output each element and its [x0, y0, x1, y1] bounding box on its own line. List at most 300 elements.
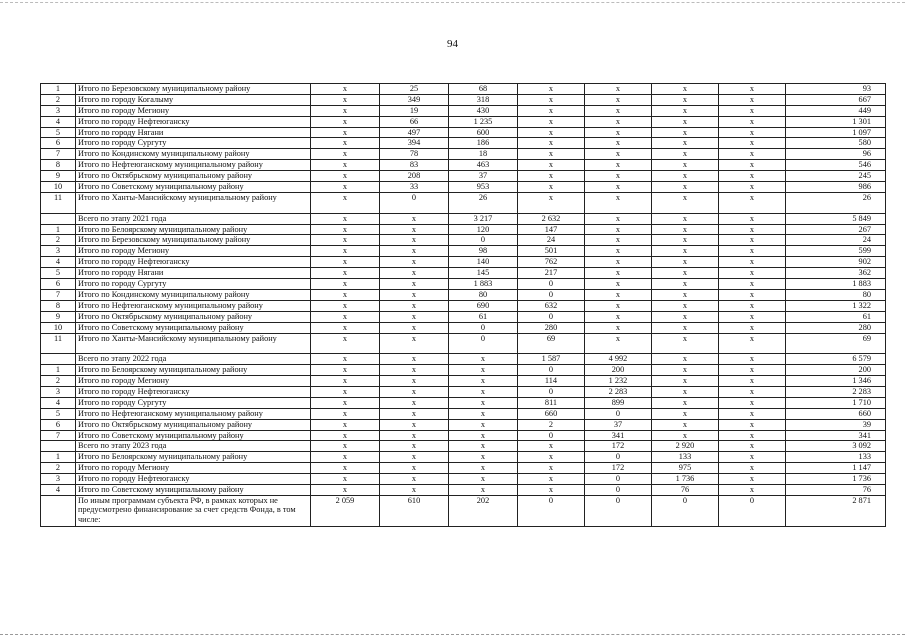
value-cell: x	[719, 149, 786, 160]
value-cell: 69	[518, 333, 585, 354]
value-cell: x	[380, 300, 449, 311]
value-cell: 2	[518, 419, 585, 430]
value-cell: 145	[449, 268, 518, 279]
value-cell: 430	[449, 105, 518, 116]
row-name-cell: Итого по Белоярскому муниципальному району	[76, 365, 311, 376]
value-cell: 114	[518, 376, 585, 387]
value-cell: 26	[449, 192, 518, 213]
value-cell: 341	[585, 430, 652, 441]
value-cell: x	[449, 397, 518, 408]
value-cell: x	[719, 441, 786, 452]
row-total-cell: 26	[786, 192, 886, 213]
value-cell: x	[380, 268, 449, 279]
value-cell: x	[585, 246, 652, 257]
value-cell: 0	[518, 430, 585, 441]
value-cell: x	[311, 441, 380, 452]
value-cell: x	[652, 376, 719, 387]
value-cell: 0	[585, 408, 652, 419]
table-row	[41, 300, 886, 311]
table-row	[41, 182, 886, 193]
value-cell: x	[652, 279, 719, 290]
value-cell: x	[311, 419, 380, 430]
value-cell: 19	[380, 105, 449, 116]
row-name-cell: Итого по городу Нефтеюганску	[76, 386, 311, 397]
row-number-cell: 8	[41, 160, 76, 171]
value-cell: x	[652, 257, 719, 268]
value-cell: x	[380, 235, 449, 246]
value-cell: 200	[585, 365, 652, 376]
table-row	[41, 419, 886, 430]
value-cell: x	[585, 224, 652, 235]
value-cell: x	[311, 397, 380, 408]
value-cell: 0	[719, 495, 786, 526]
value-cell: x	[311, 365, 380, 376]
value-cell: x	[652, 224, 719, 235]
row-total-cell: 69	[786, 333, 886, 354]
value-cell: 600	[449, 127, 518, 138]
value-cell: x	[719, 127, 786, 138]
value-cell: x	[380, 463, 449, 474]
value-cell: 1 736	[652, 474, 719, 485]
value-cell: x	[380, 289, 449, 300]
value-cell: 2 283	[585, 386, 652, 397]
row-name-cell: Итого по Ханты-Мансийскому муниципальному району	[76, 192, 311, 213]
row-number-cell: 9	[41, 311, 76, 322]
row-name-cell: Итого по Нефтеюганскому муниципальному району	[76, 408, 311, 419]
value-cell: 140	[449, 257, 518, 268]
row-name-cell: Итого по городу Мегиону	[76, 463, 311, 474]
value-cell: x	[652, 213, 719, 224]
row-number-cell: 5	[41, 408, 76, 419]
value-cell: x	[652, 322, 719, 333]
row-total-cell: 1 097	[786, 127, 886, 138]
value-cell: x	[311, 116, 380, 127]
value-cell: x	[585, 333, 652, 354]
value-cell: x	[652, 246, 719, 257]
value-cell: 0	[585, 474, 652, 485]
row-number-cell: 3	[41, 246, 76, 257]
value-cell: 1 232	[585, 376, 652, 387]
value-cell: x	[449, 365, 518, 376]
row-name-cell: Итого по городу Нягани	[76, 268, 311, 279]
row-total-cell: 2 871	[786, 495, 886, 526]
value-cell: x	[311, 94, 380, 105]
value-cell: x	[518, 452, 585, 463]
value-cell: x	[449, 474, 518, 485]
value-cell: 899	[585, 397, 652, 408]
row-number-cell: 11	[41, 333, 76, 354]
value-cell: x	[585, 311, 652, 322]
value-cell: 975	[652, 463, 719, 474]
value-cell: 0	[518, 311, 585, 322]
value-cell: 202	[449, 495, 518, 526]
row-total-cell: 362	[786, 268, 886, 279]
value-cell: 1 235	[449, 116, 518, 127]
value-cell: x	[449, 452, 518, 463]
value-cell: x	[719, 246, 786, 257]
value-cell: x	[719, 376, 786, 387]
value-cell: x	[518, 171, 585, 182]
row-total-cell: 1 301	[786, 116, 886, 127]
value-cell: x	[652, 235, 719, 246]
value-cell: x	[585, 94, 652, 105]
row-total-cell: 24	[786, 235, 886, 246]
value-cell: 24	[518, 235, 585, 246]
value-cell: x	[311, 84, 380, 95]
value-cell: x	[652, 171, 719, 182]
table-row	[41, 138, 886, 149]
row-number-cell: 6	[41, 279, 76, 290]
value-cell: x	[518, 182, 585, 193]
table-row	[41, 213, 886, 224]
value-cell: x	[652, 149, 719, 160]
row-total-cell: 3 092	[786, 441, 886, 452]
table-row	[41, 452, 886, 463]
value-cell: x	[311, 224, 380, 235]
value-cell: x	[585, 279, 652, 290]
value-cell: 172	[585, 441, 652, 452]
table-row	[41, 474, 886, 485]
value-cell: x	[585, 84, 652, 95]
row-name-cell: Итого по Кондинскому муниципальному району	[76, 289, 311, 300]
value-cell: x	[652, 397, 719, 408]
row-number-cell	[41, 441, 76, 452]
value-cell: 0	[449, 322, 518, 333]
value-cell: x	[311, 279, 380, 290]
value-cell: x	[311, 322, 380, 333]
value-cell: x	[719, 430, 786, 441]
value-cell: 3 217	[449, 213, 518, 224]
value-cell: x	[585, 105, 652, 116]
row-total-cell: 280	[786, 322, 886, 333]
row-total-cell: 580	[786, 138, 886, 149]
row-number-cell: 4	[41, 397, 76, 408]
value-cell: x	[518, 105, 585, 116]
value-cell: x	[449, 463, 518, 474]
row-number-cell: 1	[41, 452, 76, 463]
value-cell: x	[311, 149, 380, 160]
row-number-cell: 10	[41, 322, 76, 333]
value-cell: x	[719, 235, 786, 246]
row-number-cell: 2	[41, 376, 76, 387]
value-cell: x	[719, 224, 786, 235]
value-cell: x	[719, 160, 786, 171]
row-name-cell: Итого по Кондинскому муниципальному району	[76, 149, 311, 160]
value-cell: x	[518, 116, 585, 127]
value-cell: 2 059	[311, 495, 380, 526]
row-total-cell: 245	[786, 171, 886, 182]
value-cell: 632	[518, 300, 585, 311]
value-cell: x	[380, 322, 449, 333]
row-number-cell: 11	[41, 192, 76, 213]
row-name-cell: Всего по этапу 2022 года	[76, 354, 311, 365]
value-cell: 208	[380, 171, 449, 182]
value-cell: 497	[380, 127, 449, 138]
value-cell: x	[311, 127, 380, 138]
row-number-cell: 4	[41, 484, 76, 495]
table-row	[41, 235, 886, 246]
value-cell: 0	[380, 192, 449, 213]
table-row	[41, 386, 886, 397]
row-total-cell: 39	[786, 419, 886, 430]
value-cell: x	[719, 397, 786, 408]
table-row	[41, 94, 886, 105]
row-number-cell: 1	[41, 365, 76, 376]
value-cell: x	[652, 311, 719, 322]
value-cell: x	[585, 289, 652, 300]
value-cell: x	[585, 300, 652, 311]
row-name-cell: Итого по городу Мегиону	[76, 376, 311, 387]
row-name-cell: Итого по городу Нефтеюганску	[76, 116, 311, 127]
value-cell: x	[652, 105, 719, 116]
value-cell: 98	[449, 246, 518, 257]
value-cell: 0	[585, 484, 652, 495]
table-row	[41, 171, 886, 182]
value-cell: 0	[585, 495, 652, 526]
table-row	[41, 246, 886, 257]
row-name-cell: Итого по Советскому муниципальному району	[76, 484, 311, 495]
value-cell: 501	[518, 246, 585, 257]
table-row	[41, 160, 886, 171]
value-cell: x	[380, 386, 449, 397]
value-cell: x	[380, 279, 449, 290]
value-cell: x	[652, 386, 719, 397]
value-cell: x	[719, 408, 786, 419]
value-cell: x	[719, 84, 786, 95]
row-name-cell: По иным программам субъекта РФ, в рамках которых не предусмотрено финансирование за счет средств Фонда, в том числе:	[76, 495, 311, 526]
value-cell: x	[719, 452, 786, 463]
table-row	[41, 430, 886, 441]
table-row	[41, 224, 886, 235]
value-cell: x	[719, 192, 786, 213]
value-cell: x	[311, 430, 380, 441]
value-cell: 0	[518, 386, 585, 397]
value-cell: x	[449, 376, 518, 387]
value-cell: x	[311, 484, 380, 495]
value-cell: 217	[518, 268, 585, 279]
value-cell: x	[311, 171, 380, 182]
table-row	[41, 376, 886, 387]
row-number-cell: 5	[41, 268, 76, 279]
table-row	[41, 279, 886, 290]
value-cell: x	[652, 408, 719, 419]
value-cell: x	[380, 452, 449, 463]
value-cell: 0	[449, 333, 518, 354]
value-cell: x	[449, 430, 518, 441]
value-cell: x	[380, 484, 449, 495]
row-total-cell: 341	[786, 430, 886, 441]
value-cell: 762	[518, 257, 585, 268]
row-total-cell: 1 322	[786, 300, 886, 311]
value-cell: 37	[585, 419, 652, 430]
row-total-cell: 599	[786, 246, 886, 257]
row-name-cell: Итого по Березовскому муниципальному району	[76, 235, 311, 246]
value-cell: x	[585, 138, 652, 149]
value-cell: 690	[449, 300, 518, 311]
row-name-cell: Итого по городу Сургуту	[76, 138, 311, 149]
row-number-cell	[41, 213, 76, 224]
row-name-cell: Итого по Советскому муниципальному району	[76, 322, 311, 333]
value-cell: 4 992	[585, 354, 652, 365]
value-cell: 610	[380, 495, 449, 526]
value-cell: x	[652, 365, 719, 376]
value-cell: x	[585, 149, 652, 160]
value-cell: x	[719, 474, 786, 485]
value-cell: x	[719, 419, 786, 430]
value-cell: x	[518, 463, 585, 474]
row-name-cell: Итого по Белоярскому муниципальному району	[76, 224, 311, 235]
value-cell: x	[449, 408, 518, 419]
value-cell: x	[719, 105, 786, 116]
row-number-cell	[41, 495, 76, 526]
row-number-cell: 1	[41, 224, 76, 235]
row-total-cell: 133	[786, 452, 886, 463]
value-cell: x	[719, 333, 786, 354]
row-name-cell: Итого по Ханты-Мансийскому муниципальному району	[76, 333, 311, 354]
row-total-cell: 6 579	[786, 354, 886, 365]
financing-table	[40, 83, 886, 527]
table-row	[41, 408, 886, 419]
value-cell: x	[585, 160, 652, 171]
row-total-cell: 80	[786, 289, 886, 300]
table-row	[41, 322, 886, 333]
value-cell: x	[652, 268, 719, 279]
table-row	[41, 333, 886, 354]
value-cell: x	[449, 386, 518, 397]
row-name-cell: Итого по Березовскому муниципальному району	[76, 84, 311, 95]
value-cell: 120	[449, 224, 518, 235]
value-cell: x	[652, 430, 719, 441]
value-cell: x	[311, 452, 380, 463]
value-cell: 0	[652, 495, 719, 526]
value-cell: 33	[380, 182, 449, 193]
value-cell: x	[585, 192, 652, 213]
value-cell: x	[518, 149, 585, 160]
value-cell: x	[311, 354, 380, 365]
value-cell: x	[311, 246, 380, 257]
value-cell: 18	[449, 149, 518, 160]
row-number-cell: 1	[41, 84, 76, 95]
value-cell: x	[518, 160, 585, 171]
row-number-cell: 3	[41, 474, 76, 485]
value-cell: x	[585, 322, 652, 333]
table-body	[41, 84, 886, 527]
row-name-cell: Итого по городу Нягани	[76, 127, 311, 138]
row-total-cell: 267	[786, 224, 886, 235]
value-cell: x	[380, 246, 449, 257]
value-cell: 2 920	[652, 441, 719, 452]
row-total-cell: 449	[786, 105, 886, 116]
row-name-cell: Итого по городу Нефтеюганску	[76, 474, 311, 485]
value-cell: x	[719, 322, 786, 333]
row-total-cell: 1 346	[786, 376, 886, 387]
value-cell: 394	[380, 138, 449, 149]
table-row	[41, 268, 886, 279]
value-cell: x	[380, 213, 449, 224]
value-cell: x	[311, 463, 380, 474]
row-name-cell: Всего по этапу 2023 года	[76, 441, 311, 452]
table-row	[41, 311, 886, 322]
value-cell: x	[719, 171, 786, 182]
row-number-cell: 3	[41, 386, 76, 397]
value-cell: 133	[652, 452, 719, 463]
value-cell: x	[311, 333, 380, 354]
value-cell: x	[449, 441, 518, 452]
page-bottom-edge	[0, 634, 905, 636]
value-cell: 1 587	[518, 354, 585, 365]
value-cell: x	[652, 192, 719, 213]
value-cell: x	[585, 257, 652, 268]
value-cell: 37	[449, 171, 518, 182]
row-total-cell: 660	[786, 408, 886, 419]
value-cell: x	[311, 408, 380, 419]
value-cell: x	[719, 386, 786, 397]
row-total-cell: 1 710	[786, 397, 886, 408]
value-cell: x	[652, 116, 719, 127]
row-number-cell	[41, 354, 76, 365]
value-cell: x	[652, 300, 719, 311]
row-total-cell: 200	[786, 365, 886, 376]
value-cell: 78	[380, 149, 449, 160]
value-cell: x	[719, 354, 786, 365]
value-cell: x	[311, 376, 380, 387]
value-cell: x	[311, 257, 380, 268]
value-cell: 0	[518, 365, 585, 376]
row-name-cell: Итого по городу Сургуту	[76, 279, 311, 290]
value-cell: x	[719, 279, 786, 290]
row-name-cell: Итого по Советскому муниципальному району	[76, 182, 311, 193]
row-total-cell: 986	[786, 182, 886, 193]
row-number-cell: 6	[41, 138, 76, 149]
row-number-cell: 2	[41, 463, 76, 474]
value-cell: x	[380, 408, 449, 419]
value-cell: x	[719, 300, 786, 311]
table-row	[41, 365, 886, 376]
row-name-cell: Итого по городу Нефтеюганску	[76, 257, 311, 268]
table-row	[41, 105, 886, 116]
value-cell: 0	[518, 289, 585, 300]
row-total-cell: 76	[786, 484, 886, 495]
value-cell: 172	[585, 463, 652, 474]
row-number-cell: 4	[41, 257, 76, 268]
row-number-cell: 2	[41, 94, 76, 105]
value-cell: 2 632	[518, 213, 585, 224]
table-row	[41, 354, 886, 365]
value-cell: x	[719, 268, 786, 279]
table-row	[41, 463, 886, 474]
value-cell: 463	[449, 160, 518, 171]
row-total-cell: 1 736	[786, 474, 886, 485]
value-cell: x	[585, 171, 652, 182]
value-cell: 68	[449, 84, 518, 95]
value-cell: x	[311, 311, 380, 322]
row-name-cell: Итого по городу Мегиону	[76, 105, 311, 116]
value-cell: x	[585, 182, 652, 193]
value-cell: x	[719, 257, 786, 268]
value-cell: x	[585, 116, 652, 127]
value-cell: x	[652, 127, 719, 138]
row-total-cell: 96	[786, 149, 886, 160]
row-number-cell: 9	[41, 171, 76, 182]
value-cell: x	[380, 354, 449, 365]
value-cell: 318	[449, 94, 518, 105]
value-cell: 76	[652, 484, 719, 495]
value-cell: x	[719, 94, 786, 105]
value-cell: x	[449, 484, 518, 495]
value-cell: x	[380, 365, 449, 376]
value-cell: 811	[518, 397, 585, 408]
value-cell: x	[652, 160, 719, 171]
